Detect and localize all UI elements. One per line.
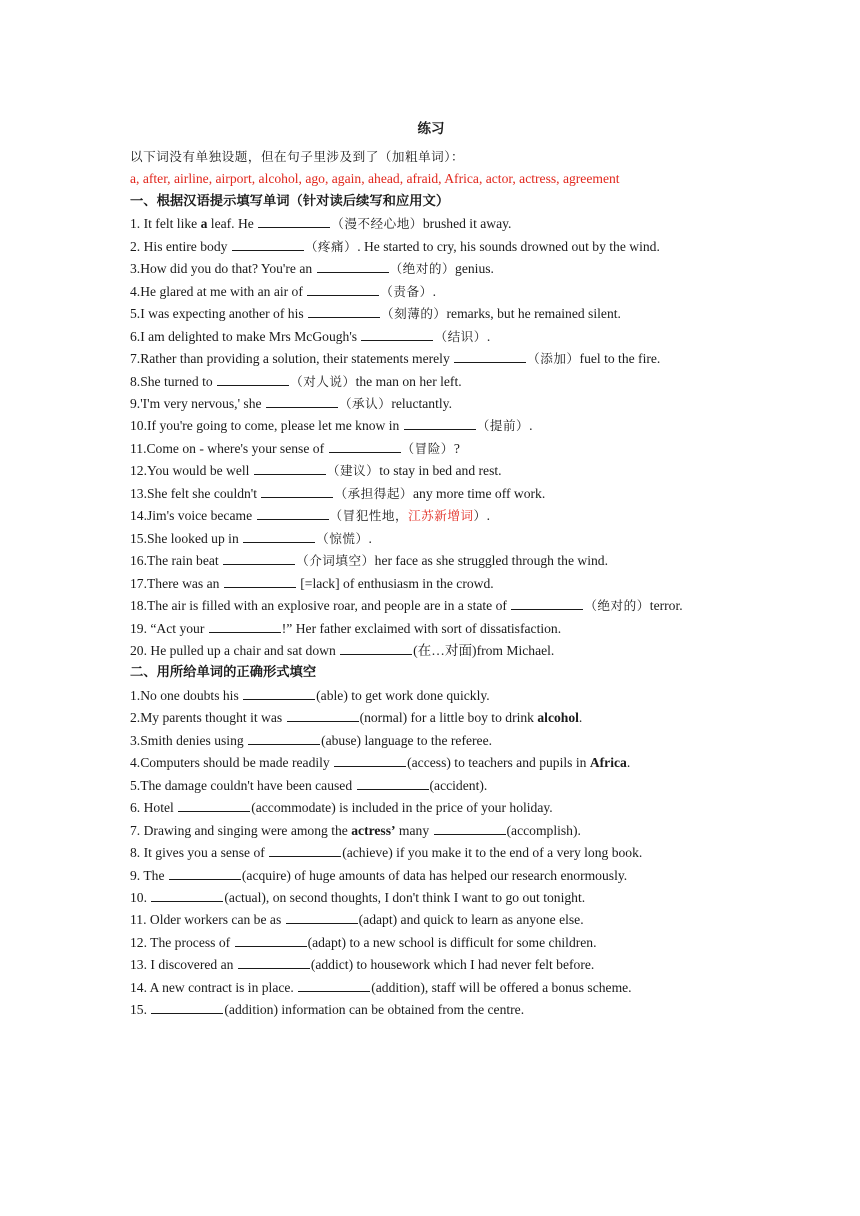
item-text: (able) to get work done quickly. xyxy=(316,687,490,703)
chinese-hint: （对人说） xyxy=(290,373,356,389)
answer-blank xyxy=(243,530,315,543)
exercise-item xyxy=(130,618,732,640)
item-text: 20. He pulled up a chair and sat down xyxy=(130,642,340,658)
answer-blank xyxy=(357,777,429,790)
exercise-item xyxy=(130,326,732,348)
answer-blank xyxy=(254,462,326,475)
item-text: 13. I discovered an xyxy=(130,957,237,973)
item-text: (accomplish). xyxy=(506,822,581,838)
exercise-item xyxy=(130,415,732,437)
item-text: 14. A new contract is in place. xyxy=(130,979,298,995)
page-title: 练习 xyxy=(417,121,445,137)
item-text: (addition) information can be obtained from the centre. xyxy=(224,1002,525,1018)
answer-blank xyxy=(340,642,412,655)
answer-blank xyxy=(286,911,358,924)
answer-blank xyxy=(224,575,296,588)
bold-word: actress’ xyxy=(351,822,396,838)
answer-blank xyxy=(298,979,370,992)
intro-text: 以下词没有单独设题，但在句子里涉及到了（加粗单词）： xyxy=(130,149,465,164)
item-text: . xyxy=(486,328,491,344)
item-text: [=lack] of enthusiasm in the crowd. xyxy=(296,575,494,591)
chinese-hint: （惊慌） xyxy=(316,530,369,546)
answer-blank xyxy=(261,485,333,498)
exercise-item xyxy=(130,438,732,460)
exercise-item xyxy=(130,528,732,550)
item-text: 5.The damage couldn't have been caused xyxy=(130,777,356,793)
exercise-item xyxy=(130,954,732,976)
exercise-item xyxy=(130,999,732,1021)
answer-blank xyxy=(317,260,389,273)
item-text: brushed it away. xyxy=(422,216,512,232)
item-text: 16.The rain beat xyxy=(130,553,223,569)
item-text: . xyxy=(486,508,491,524)
answer-blank xyxy=(209,620,281,633)
item-text: 3.How did you do that? You're an xyxy=(130,261,316,277)
bold-word: a xyxy=(200,216,208,232)
answer-blank xyxy=(269,844,341,857)
exercise-item xyxy=(130,550,732,572)
section-2-heading: 二、用所给单词的正确形式填空 xyxy=(130,665,317,681)
item-text: the man on her left. xyxy=(355,373,462,389)
answer-blank xyxy=(334,754,406,767)
exercise-item xyxy=(130,371,732,393)
item-text: (acquire) of huge amounts of data has helped our research enormously. xyxy=(241,867,628,883)
item-text: reluctantly. xyxy=(391,395,452,411)
bold-word: alcohol xyxy=(537,710,579,726)
answer-blank xyxy=(511,597,583,610)
item-text: (在…对面)from Michael. xyxy=(413,642,555,658)
answer-blank xyxy=(235,934,307,947)
answer-blank xyxy=(308,305,380,318)
item-text: 12.You would be well xyxy=(130,463,253,479)
exercise-item xyxy=(130,213,732,235)
answer-blank xyxy=(266,395,338,408)
exercise-item xyxy=(130,258,732,280)
item-text: (adapt) and quick to learn as anyone else. xyxy=(358,912,584,928)
chinese-hint: ） xyxy=(473,508,487,524)
chinese-hint: （刻薄的） xyxy=(381,306,447,322)
answer-blank xyxy=(454,350,526,363)
item-text: . xyxy=(368,530,372,546)
answer-blank xyxy=(248,732,320,745)
answer-blank xyxy=(287,709,359,722)
answer-blank xyxy=(361,328,433,341)
exercise-item xyxy=(130,707,732,729)
exercise-item xyxy=(130,842,732,864)
item-text: remarks, but he remained silent. xyxy=(446,306,621,322)
chinese-hint: （冒犯性地， xyxy=(329,508,409,524)
answer-blank xyxy=(243,687,315,700)
exercise-item xyxy=(130,977,732,999)
item-text: !” Her father exclaimed with sort of dissatisfaction. xyxy=(281,620,562,636)
exercise-item xyxy=(130,483,732,505)
item-text: 7. Drawing and singing were among the xyxy=(130,822,352,838)
item-text: 13.She felt she couldn't xyxy=(130,485,261,501)
answer-blank xyxy=(223,552,295,565)
item-text: 9. The xyxy=(130,867,168,883)
item-text: ? xyxy=(453,440,460,456)
answer-blank xyxy=(169,867,241,880)
chinese-hint-red: 江苏新增词 xyxy=(408,508,474,524)
item-text: . xyxy=(432,283,437,299)
item-text: her face as she struggled through the wind. xyxy=(374,553,608,569)
section-2-items xyxy=(130,685,732,1022)
chinese-hint: （提前） xyxy=(476,418,530,434)
exercise-item xyxy=(130,303,732,325)
answer-blank xyxy=(434,822,506,835)
answer-blank xyxy=(232,238,304,251)
exercise-item xyxy=(130,865,732,887)
bold-word: Africa xyxy=(589,755,627,771)
item-text: (access) to teachers and pupils in xyxy=(407,755,590,771)
answer-blank xyxy=(329,440,401,453)
item-text: 15. xyxy=(130,1002,151,1018)
item-text: (accommodate) is included in the price of your holiday. xyxy=(251,800,553,816)
item-text: 6.I am delighted to make Mrs McGough's xyxy=(130,328,361,344)
chinese-hint: （结识） xyxy=(434,328,487,344)
item-text: (abuse) language to the referee. xyxy=(321,732,493,748)
item-text: any more time off work. xyxy=(413,485,546,501)
exercise-item xyxy=(130,595,732,617)
item-text: leaf. He xyxy=(207,216,258,232)
section-1-heading: 一、根据汉语提示填写单词（针对读后续写和应用文） xyxy=(130,193,450,209)
exercise-item xyxy=(130,640,732,662)
item-text: . He started to cry, his sounds drowned out by the wind. xyxy=(357,238,660,254)
item-text: many xyxy=(395,822,433,838)
chinese-hint: （添加） xyxy=(527,351,580,367)
item-text: 8.She turned to xyxy=(130,373,217,389)
item-text: 1.No one doubts his xyxy=(130,687,243,703)
item-text: . xyxy=(529,418,533,434)
item-text: (addition), staff will be offered a bonus scheme. xyxy=(371,979,632,995)
exercise-item xyxy=(130,460,732,482)
item-text: 17.There was an xyxy=(130,575,223,591)
intro-word-list: a, after, airline, airport, alcohol, ago, again, ahead, afraid, Africa, actor, actress, agreement xyxy=(130,171,620,187)
item-text: genius. xyxy=(455,261,494,277)
item-text: (actual), on second thoughts, I don't think I want to go out tonight. xyxy=(224,889,586,905)
exercise-item xyxy=(130,932,732,954)
item-text: fuel to the fire. xyxy=(579,351,661,367)
item-text: (addict) to housework which I had never felt before. xyxy=(310,957,595,973)
exercise-item xyxy=(130,820,732,842)
item-text: 10.If you're going to come, please let me know in xyxy=(130,418,403,434)
item-text: 11.Come on - where's your sense of xyxy=(130,440,328,456)
answer-blank xyxy=(257,507,329,520)
chinese-hint: （承认） xyxy=(338,395,392,411)
chinese-hint: （责备） xyxy=(380,283,433,299)
chinese-hint: （建议） xyxy=(326,463,380,479)
item-text: (accident). xyxy=(429,777,488,793)
exercise-item xyxy=(130,236,732,258)
item-text: 6. Hotel xyxy=(130,800,178,816)
item-text: 2. His entire body xyxy=(130,238,231,254)
item-text: 4.Computers should be made readily xyxy=(130,755,334,771)
chinese-hint: （冒险） xyxy=(401,440,454,456)
exercise-item xyxy=(130,797,732,819)
chinese-hint: （漫不经心地） xyxy=(331,216,423,232)
worksheet-page xyxy=(130,116,732,1022)
item-text: 10. xyxy=(130,889,151,905)
answer-blank xyxy=(151,1001,223,1014)
item-text: to stay in bed and rest. xyxy=(379,463,502,479)
chinese-hint: （绝对的） xyxy=(389,261,456,277)
item-text: (normal) for a little boy to drink xyxy=(359,710,538,726)
exercise-item xyxy=(130,887,732,909)
item-text: 1. It felt like xyxy=(130,216,201,232)
section-1-items xyxy=(130,213,732,662)
exercise-item xyxy=(130,348,732,370)
item-text: 9.'I'm very nervous,' she xyxy=(130,395,265,411)
exercise-item xyxy=(130,775,732,797)
answer-blank xyxy=(217,373,289,386)
item-text: 3.Smith denies using xyxy=(130,732,248,748)
item-text: 12. The process of xyxy=(130,934,234,950)
answer-blank xyxy=(151,889,223,902)
exercise-item xyxy=(130,393,732,415)
item-text: 14.Jim's voice became xyxy=(130,508,256,524)
item-text: 7.Rather than providing a solution, their statements merely xyxy=(130,351,454,367)
item-text: . xyxy=(626,755,631,771)
answer-blank xyxy=(238,956,310,969)
exercise-item xyxy=(130,573,732,595)
item-text: (adapt) to a new school is difficult for some children. xyxy=(307,934,597,950)
item-text: 19. “Act your xyxy=(130,620,208,636)
answer-blank xyxy=(404,417,476,430)
chinese-hint: （疼痛） xyxy=(304,238,358,254)
item-text: 2.My parents thought it was xyxy=(130,710,286,726)
item-text: 5.I was expecting another of his xyxy=(130,306,308,322)
item-text: 15.She looked up in xyxy=(130,530,243,546)
item-text: terror. xyxy=(649,598,683,614)
answer-blank xyxy=(178,799,250,812)
item-text: 4.He glared at me with an air of xyxy=(130,283,307,299)
exercise-item xyxy=(130,281,732,303)
exercise-item xyxy=(130,505,732,527)
exercise-item xyxy=(130,909,732,931)
answer-blank xyxy=(258,215,330,228)
exercise-item xyxy=(130,730,732,752)
item-text: 11. Older workers can be as xyxy=(130,912,285,928)
item-text: . xyxy=(578,710,583,726)
item-text: (achieve) if you make it to the end of a very long book. xyxy=(342,845,643,861)
chinese-hint: （绝对的） xyxy=(584,598,650,614)
exercise-item xyxy=(130,685,732,707)
exercise-item xyxy=(130,752,732,774)
item-text: 8. It gives you a sense of xyxy=(130,845,269,861)
chinese-hint: （承担得起） xyxy=(334,485,413,501)
item-text: 18.The air is filled with an explosive roar, and people are in a state of xyxy=(130,598,511,614)
answer-blank xyxy=(307,283,379,296)
chinese-hint: （介词填空） xyxy=(296,553,375,569)
